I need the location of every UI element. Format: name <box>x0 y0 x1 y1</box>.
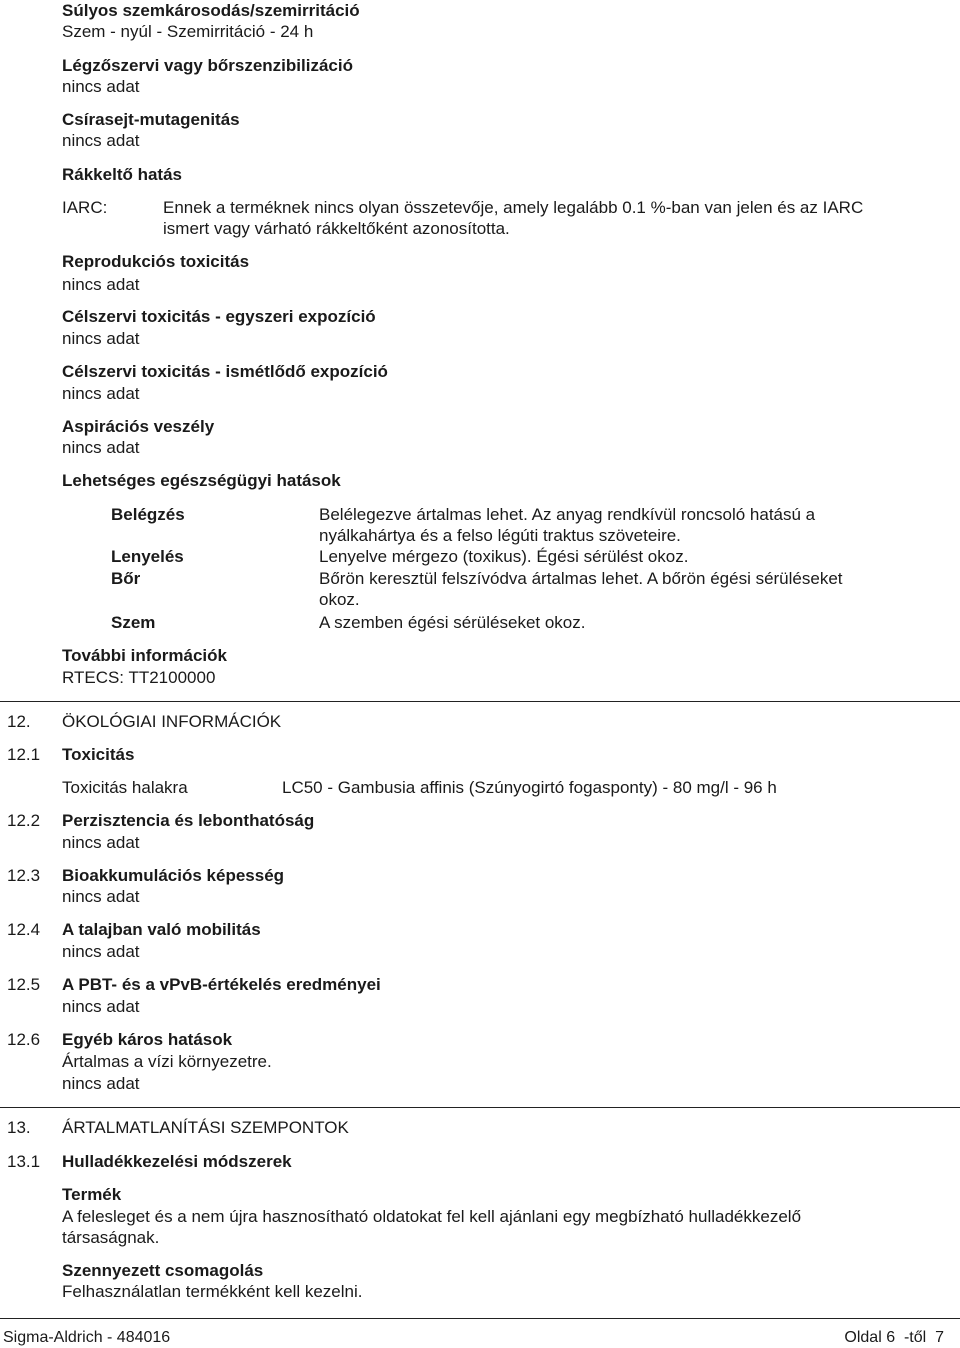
route-eye: Szem <box>111 613 156 632</box>
sub-12-5-value: nincs adat <box>62 997 140 1016</box>
route-inhalation-text-line1: Belélegezve ártalmas lehet. Az anyag rendkívül roncsoló hatású a <box>319 505 816 524</box>
sub-12-6-value-line2: nincs adat <box>62 1074 140 1093</box>
route-skin-text-line1: Bőrön keresztül felszívódva ártalmas lehet. A bőrön égési sérüléseket <box>319 569 843 588</box>
sub-12-3-heading: Bioakkumulációs képesség <box>62 866 285 885</box>
further-info-heading: További információk <box>62 646 227 665</box>
mutagenicity-heading: Csírasejt-mutagenitás <box>62 110 240 129</box>
sub-13-1-number: 13.1 <box>7 1152 41 1171</box>
sub-12-3-number: 12.3 <box>7 866 41 885</box>
sub-12-3-value: nincs adat <box>62 887 140 906</box>
route-inhalation: Belégzés <box>111 505 185 524</box>
health-effects-heading: Lehetséges egészségügyi hatások <box>62 471 341 490</box>
skin-eye-irritation-value: Szem - nyúl - Szemirritáció - 24 h <box>62 22 314 41</box>
sub-12-4-number: 12.4 <box>7 920 41 939</box>
sub-12-6-number: 12.6 <box>7 1030 41 1049</box>
section-12-number: 12. <box>7 712 31 731</box>
fish-toxicity-label: Toxicitás halakra <box>62 778 188 797</box>
skin-eye-irritation-heading: Súlyos szemkárosodás/szemirritáció <box>62 1 360 20</box>
reproductive-heading: Reprodukciós toxicitás <box>62 252 250 271</box>
route-ingestion-text: Lenyelve mérgezo (toxikus). Égési sérülést okoz. <box>319 547 689 566</box>
iarc-label: IARC: <box>62 198 108 217</box>
sub-12-4-heading: A talajban való mobilitás <box>62 920 261 939</box>
product-text-line2: társaságnak. <box>62 1228 160 1247</box>
section-13-rule <box>0 1107 960 1108</box>
stot-single-heading: Célszervi toxicitás - egyszeri expozíció <box>62 307 376 326</box>
iarc-text-line1: Ennek a terméknek nincs olyan összetevője, amely legalább 0.1 %-ban van jelen és az IARC <box>163 198 864 217</box>
section-12-title: ÖKOLÓGIAI INFORMÁCIÓK <box>62 712 282 731</box>
sub-12-6-heading: Egyéb káros hatások <box>62 1030 233 1049</box>
sub-13-1-heading: Hulladékkezelési módszerek <box>62 1152 292 1171</box>
sub-12-1-heading: Toxicitás <box>62 745 135 764</box>
footer-product-id: Sigma-Aldrich - 484016 <box>3 1329 171 1346</box>
reproductive-value: nincs adat <box>62 275 140 294</box>
stot-single-value: nincs adat <box>62 329 140 348</box>
sub-12-2-number: 12.2 <box>7 811 41 830</box>
aspiration-heading: Aspirációs veszély <box>62 417 215 436</box>
iarc-text-line2: ismert vagy várható rákkeltőként azonosította. <box>163 219 510 238</box>
further-info-value: RTECS: TT2100000 <box>62 668 216 687</box>
sub-12-6-value-line1: Ártalmas a vízi környezetre. <box>62 1052 272 1071</box>
footer-rule <box>0 1318 960 1319</box>
section-13-title: ÁRTALMATLANÍTÁSI SZEMPONTOK <box>62 1118 349 1137</box>
packaging-heading: Szennyezett csomagolás <box>62 1261 264 1280</box>
sub-12-2-value: nincs adat <box>62 833 140 852</box>
sensitisation-heading: Légzőszervi vagy bőrszenzibilizáció <box>62 56 353 75</box>
fish-toxicity-value: LC50 - Gambusia affinis (Szúnyogirtó fogasponty) - 80 mg/l - 96 h <box>282 778 777 797</box>
packaging-text: Felhasználatlan termékként kell kezelni. <box>62 1282 363 1301</box>
sensitisation-value: nincs adat <box>62 77 140 96</box>
sub-12-5-number: 12.5 <box>7 975 41 994</box>
sub-12-1-number: 12.1 <box>7 745 41 764</box>
sub-12-4-value: nincs adat <box>62 942 140 961</box>
section-12-rule <box>0 701 960 702</box>
aspiration-value: nincs adat <box>62 438 140 457</box>
route-inhalation-text-line2: nyálkahártya és a felso légúti traktus szöveteire. <box>319 526 681 545</box>
product-text-line1: A felesleget és a nem újra hasznosítható oldatokat fel kell ajánlani egy megbízható hulladékkezelő <box>62 1207 802 1226</box>
route-ingestion: Lenyelés <box>111 547 184 566</box>
stot-repeated-heading: Célszervi toxicitás - ismétlődő expozíció <box>62 362 388 381</box>
route-skin: Bőr <box>111 569 141 588</box>
stot-repeated-value: nincs adat <box>62 384 140 403</box>
carcinogenicity-heading: Rákkeltő hatás <box>62 165 182 184</box>
sub-12-2-heading: Perzisztencia és lebonthatóság <box>62 811 315 830</box>
sub-12-5-heading: A PBT- és a vPvB-értékelés eredményei <box>62 975 381 994</box>
footer-page-number: Oldal 6 -től 7 <box>844 1329 944 1346</box>
mutagenicity-value: nincs adat <box>62 131 140 150</box>
section-13-number: 13. <box>7 1118 31 1137</box>
route-skin-text-line2: okoz. <box>319 590 360 609</box>
product-heading: Termék <box>62 1185 122 1204</box>
route-eye-text: A szemben égési sérüléseket okoz. <box>319 613 586 632</box>
